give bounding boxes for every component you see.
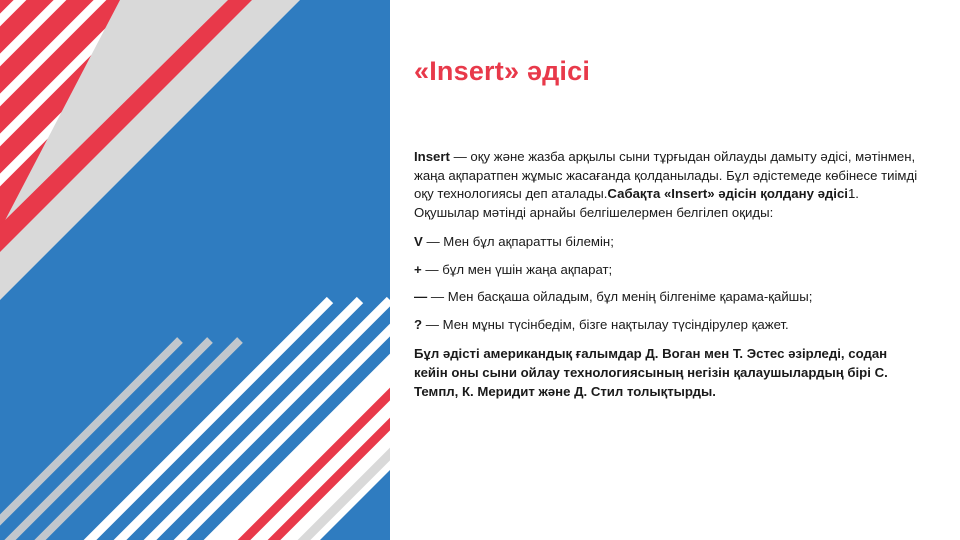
term-insert: Insert [414,149,450,164]
abstract-stripes-graphic [0,0,390,540]
marker-v-text: — Мен бұл ақпаратты білемін; [422,233,614,249]
marker-minus-text: — Мен басқаша ойладым, бұл менің білгеніме қарама-қайшы; [427,289,813,305]
paragraph-intro [414,148,922,223]
marker-v: V [414,233,423,249]
paragraph-mark-minus [414,288,922,307]
intro-tail: 1. Оқушылар мәтінді арнайы белгішелермен белгілеп оқиды: [414,186,859,221]
paragraph-mark-question [414,316,922,335]
slide-content [414,0,934,540]
marker-question-text: — Мен мұны түсінбедім, бізге нақтылау түсіндірулер қажет. [422,317,789,333]
paragraph-closing: Бұл әдісті америкaндық ғалымдар Д. Воган мен Т. Эстес әзірледі, содан кейін оны сыни ойлау технологиясының негізін қалаушылардың бірі С. Темпл, К. Меридит және Д. Стил толықтырды. [414,345,888,400]
marker-minus: — [414,289,428,305]
marker-question: ? [414,317,423,333]
paragraph-mark-plus [414,261,922,280]
page-title: «Insert» әдісі [414,56,591,86]
marker-plus: + [414,261,422,277]
paragraph-mark-v [414,233,922,252]
body-text [414,148,922,410]
intro-bold-mid: Сабақта «Insert» әдісін қолдану әдісі [607,186,848,202]
marker-plus-text: — бұл мен үшін жаңа ақпарат; [421,261,613,277]
intro-text: — оқу және жазба арқылы сыни тұрғыдан ойлауды дамыту әдісі, мәтінмен, жаңа ақпаратпен жұмыс жасағанда қолданылады. Бұл әдістемеде көбінесе тиімді оқу технологиясы деп аталады. [414,149,918,202]
